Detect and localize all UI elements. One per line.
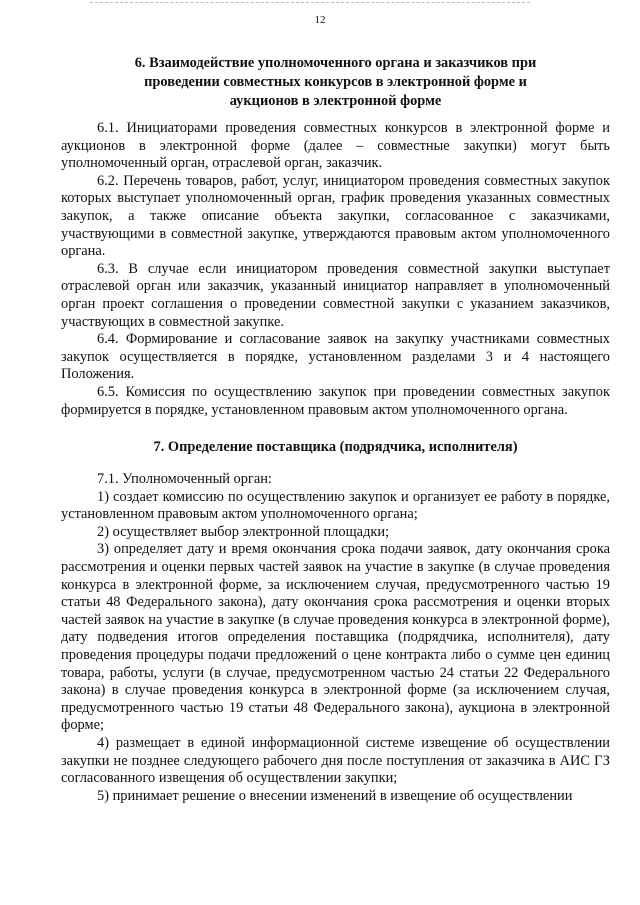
section-7-title: 7. Определение поставщика (подрядчика, исполнителя) bbox=[153, 439, 518, 456]
paragraph-6-5: 6.5. Комиссия по осуществлению закупок при проведении совместных закупок формируется в порядке, установленном правовым актом уполномоченного органа. bbox=[61, 383, 610, 418]
paragraph-6-4: 6.4. Формирование и согласование заявок на закупку участниками совместных закупок осуществляется в порядке, установленном разделами 3 и 4 настоящего Положения. bbox=[61, 331, 610, 383]
document-body bbox=[61, 54, 610, 805]
paragraph-6-1: 6.1. Инициаторами проведения совместных конкурсов в электронной форме и аукционов в электронной форме (далее – совместные закупки) могут быть уполномоченный орган, отраслевой орган, заказчик. bbox=[61, 120, 610, 172]
list-item-4: 4) размещает в единой информационной системе извещение об осуществлении закупки не позднее следующего рабочего дня после поступления от заказчика в АИС ГЗ согласованного извещения об осуществлении закупки; bbox=[61, 735, 610, 787]
section-6-title: 6. Взаимодействие уполномоченного органа и заказчиков при проведении совместных конкурсов в электронной форме и аукционов в электронной форме bbox=[134, 55, 537, 109]
paragraph-6-2: 6.2. Перечень товаров, работ, услуг, инициатором проведения совместных закупок которых выступает уполномоченный орган, график проведения указанных совместных закупок, а также описание объекта закупки, согласованное с заказчиками, участвующими в совместной закупке, утверждаются правовым актом уполномоченного органа. bbox=[61, 172, 610, 260]
list-item-5: 5) принимает решение о внесении изменений в извещение об осуществлении bbox=[97, 787, 573, 804]
paragraph-6-3: 6.3. В случае если инициатором проведения совместной закупки выступает отраслевой орган или заказчик, указанный инициатор направляет в уполномоченный орган проект соглашения о проведении совместной закупки с указанием заказчиков, участвующих в совместной закупке. bbox=[61, 260, 610, 330]
scan-top-edge bbox=[90, 2, 530, 3]
list-item-1: 1) создает комиссию по осуществлению закупок и организует ее работу в порядке, установленном правовым актом уполномоченного органа; bbox=[61, 488, 610, 523]
list-item-3: 3) определяет дату и время окончания срока подачи заявок, дату окончания срока рассмотрения и оценки первых частей заявок на участие в закупке (в случае проведения конкурса в электронной форме, за исключением случая, предусмотренного частью 19 статьи 48 Федерального закона), дату окончания срока рассмотрения и оценки вторых частей заявок на участие в закупке (в случае проведения конкурса в электронной форме), дату подведения итогов определения поставщика (подрядчика, исполнителя), дату проведения процедуры подачи предложений о цене контракта либо о сумме цен единиц товара, работы, услуги (в случае, предусмотренном частью 24 статьи 22 Федерального закона) в случае проведения конкурса в электронной форме (за исключением случая, предусмотренного частью 19 статьи 48 Федерального закона), аукциона в электронной форме; bbox=[61, 541, 610, 734]
paragraph-7-1: 7.1. Уполномоченный орган: bbox=[97, 471, 272, 488]
page-number: 12 bbox=[314, 14, 326, 26]
list-item-2: 2) осуществляет выбор электронной площадки; bbox=[97, 523, 390, 540]
